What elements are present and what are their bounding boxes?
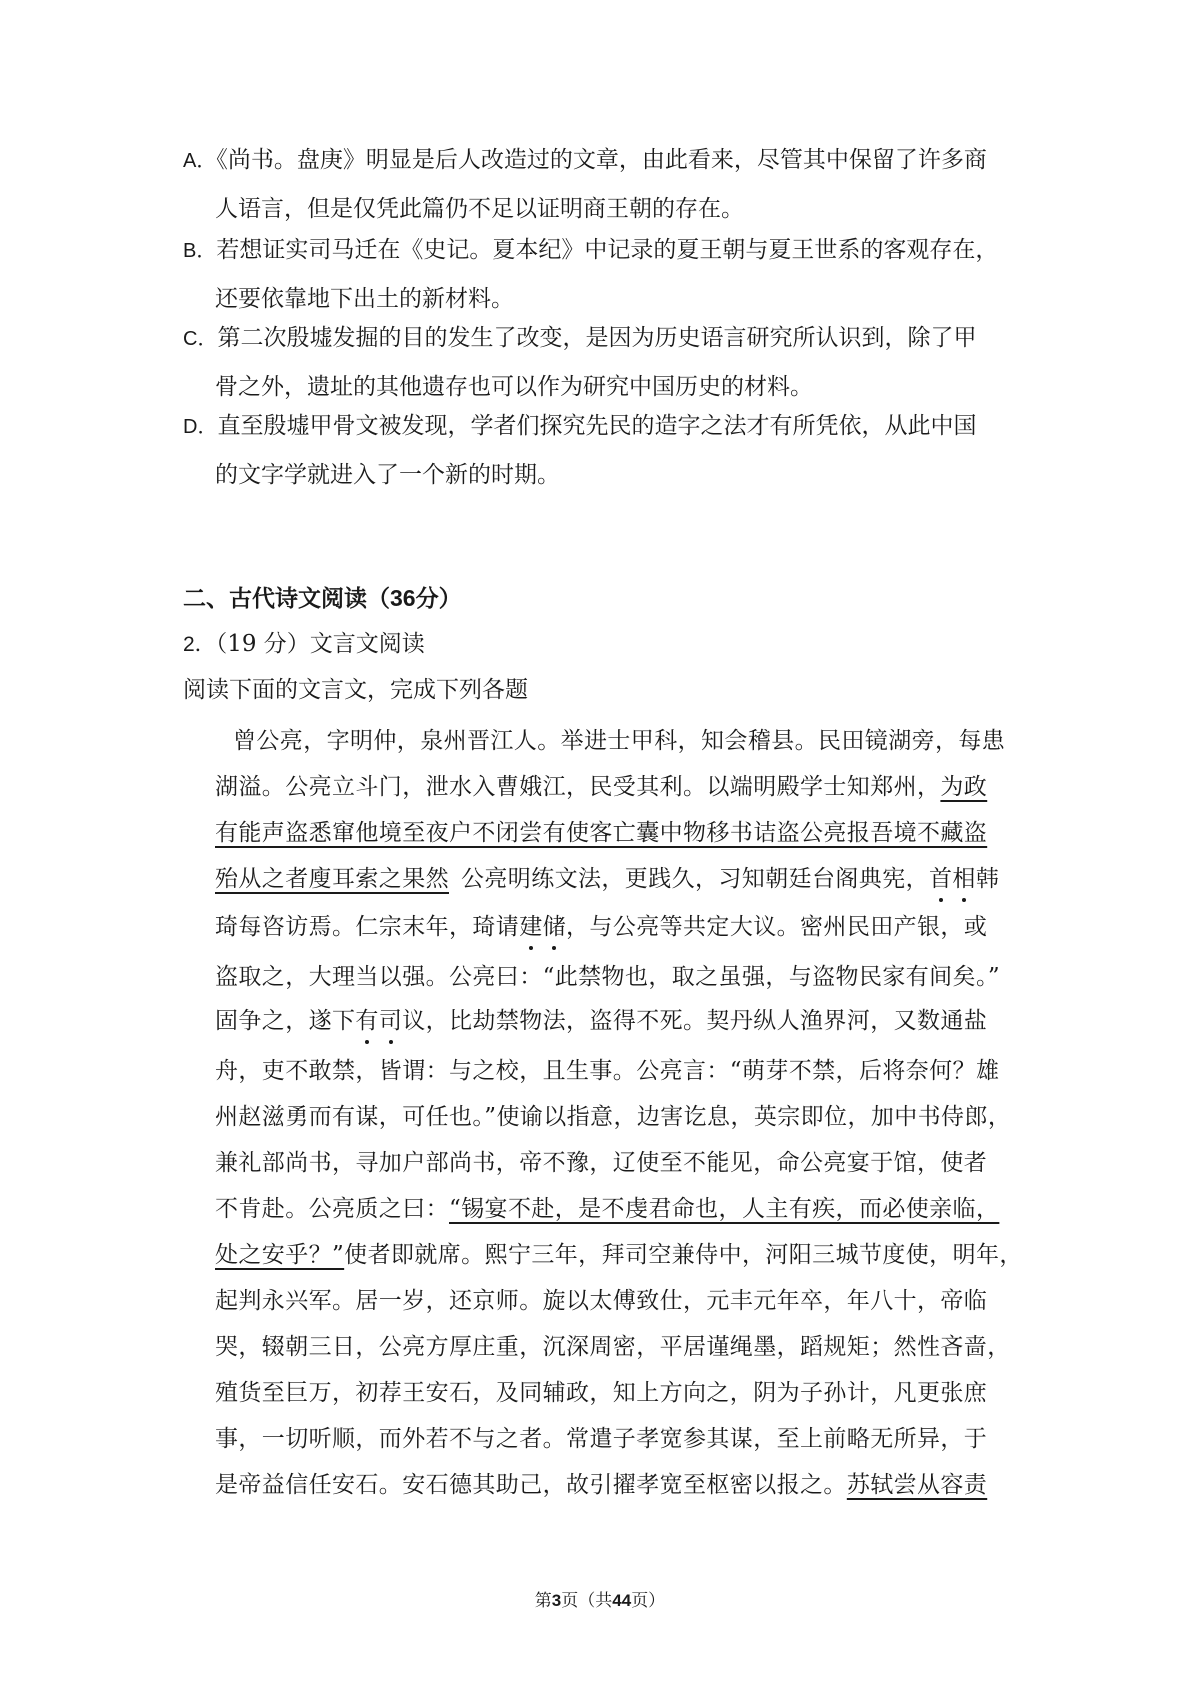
- passage-line: [215, 814, 987, 847]
- footer-text: 页）: [631, 1591, 666, 1611]
- heading-prefix: 二、古代诗文阅读（: [183, 585, 390, 612]
- passage-line: [215, 1466, 987, 1499]
- passage-line: 舟，吏不敢禁，皆谓：与之校，且生事。公亮言：“萌芽不禁，后将奈何？雄: [215, 1058, 1000, 1084]
- option-a-line2: 人语言，但是仅凭此篇仍不足以证明商王朝的存在。: [215, 196, 744, 222]
- emphasis-char: 有: [355, 1008, 379, 1034]
- passage-line: 起判永兴军。居一岁，还京师。旋以太傅致仕，元丰元年卒，年八十，帝临: [215, 1288, 988, 1314]
- question-number: 2．: [183, 633, 216, 656]
- option-a: [183, 136, 1063, 233]
- option-b-line1: [183, 226, 1063, 275]
- option-text: 直至殷墟甲骨文被发现，学者们探究先民的造字之法才有所凭依，从此中国: [217, 413, 977, 439]
- passage-line: [215, 1236, 1023, 1269]
- instruction: 阅读下面的文言文，完成下列各题: [183, 677, 528, 703]
- passage-line: 兼礼部尚书，寻加户部尚书，帝不豫，辽使至不能见，命公亮宴于馆，使者: [215, 1150, 988, 1176]
- passage-text: ，与公亮等共定大议。密州民田产银，或: [566, 914, 988, 940]
- page-total: 44: [612, 1591, 632, 1610]
- emphasis-char: 首: [929, 866, 953, 892]
- passage-line: [215, 1002, 987, 1035]
- passage-text: 固争之，遂下: [215, 1008, 356, 1034]
- passage-line: [215, 768, 987, 801]
- emphasis-char: 储: [542, 914, 567, 940]
- option-d: [183, 402, 1063, 499]
- passage-line: 事，一切听顺，而外若不与之者。常遣子孝宽参其谋，至上前略无所异，于: [215, 1426, 988, 1452]
- passage-line: [215, 1190, 999, 1223]
- underlined-text: 有能声盗悉窜他境至夜户不闭尝有使客亡囊中物移书诘盗公亮报吾境不藏盗: [215, 820, 988, 846]
- option-a-line1: [183, 136, 1063, 185]
- passage-line: 殖货至巨万，初荐王安石，及同辅政，知上方向之，阴为子孙计，凡更张庶: [215, 1380, 988, 1406]
- section-heading: [183, 578, 462, 619]
- passage-line: 州赵滋勇而有谋，可任也。”使谕以指意，边害讫息，英宗即位，加中书侍郎，: [215, 1104, 1012, 1130]
- heading-suffix: 分）: [415, 585, 462, 612]
- underlined-text: 处之安乎？”: [215, 1242, 345, 1268]
- question-line: [183, 624, 425, 665]
- passage-line: 哭，辍朝三日，公亮方厚庄重，沉深周密，平居谨绳墨，蹈规矩；然性吝啬，: [215, 1334, 1011, 1360]
- passage-line: 盗取之，大理当以强。公亮曰：“此禁物也，取之虽强，与盗物民家有间矣。”: [215, 964, 1001, 990]
- heading-score: 36: [390, 585, 416, 611]
- passage-line: [215, 860, 999, 893]
- passage-text: 不肯赴。公亮质之曰：: [215, 1196, 449, 1222]
- option-text: 《尚书。盘庚》明显是后人改造过的文章，由此看来，尽管其中保留了许多商: [216, 147, 987, 173]
- option-b-line2: 还要依靠地下出土的新材料。: [215, 286, 514, 312]
- underlined-text: 殆从之者廋耳索之果然: [215, 866, 449, 892]
- passage-text: 韩: [975, 866, 1000, 892]
- underlined-text: “锡宴不赴，是不虔君命也，人主有疾，而必使亲临，: [449, 1196, 1000, 1222]
- passage-text: 琦每咨访焉。仁宗末年，琦请: [215, 914, 520, 940]
- footer-text: 第: [534, 1591, 552, 1611]
- passage-line: [215, 908, 987, 941]
- emphasis-char: 司: [378, 1008, 403, 1034]
- option-text: 若想证实司马迁在《史记。夏本纪》中记录的夏王朝与夏王世系的客观存在，: [216, 237, 999, 263]
- question-score: （19 分）: [215, 631, 310, 657]
- footer-text: 页（共: [561, 1591, 613, 1611]
- emphasis-char: 相: [952, 866, 976, 892]
- option-text: 第二次殷墟发掘的目的发生了改变，是因为历史语言研究所认识到，除了甲: [217, 325, 977, 351]
- option-letter: D．: [183, 416, 218, 438]
- passage-line: 曾公亮，字明仲，泉州晋江人。举进士甲科，知会稽县。民田镜湖旁，每患: [233, 728, 1006, 754]
- option-letter: A．: [183, 150, 217, 172]
- emphasis-char: 建: [519, 914, 543, 940]
- underlined-text: 为政: [940, 774, 988, 800]
- passage-text: 公亮明练文法，更践久，习知朝廷台阁典宪，: [461, 866, 929, 892]
- option-letter: B．: [183, 240, 217, 262]
- option-c: [183, 314, 1063, 411]
- passage-text: 是帝益信任安石。安石德其助己，故引擢孝宽至枢密以报之。: [215, 1472, 847, 1498]
- option-c-line2: 骨之外，遗址的其他遗存也可以作为研究中国历史的材料。: [215, 374, 813, 400]
- page-footer: [0, 1586, 1200, 1611]
- passage-text: 使者即就席。熙宁三年，拜司空兼侍中，河阳三城节度使，明年，: [344, 1242, 1023, 1268]
- page-number: 3: [551, 1591, 562, 1610]
- question-title: 文言文阅读: [309, 631, 425, 657]
- option-letter: C．: [183, 328, 218, 350]
- passage-text: 议，比劫禁物法，盗得不死。契丹纵人渔界河，又数通盐: [402, 1008, 988, 1034]
- underlined-text: 苏轼尝从容责: [846, 1472, 988, 1498]
- option-c-line1: [183, 314, 1063, 363]
- option-b: [183, 226, 1063, 323]
- passage-text: 湖溢。公亮立斗门，泄水入曹娥江，民受其利。以端明殿学士知郑州，: [215, 774, 941, 800]
- option-d-line1: [183, 402, 1063, 451]
- option-d-line2: 的文字学就进入了一个新的时期。: [215, 462, 560, 488]
